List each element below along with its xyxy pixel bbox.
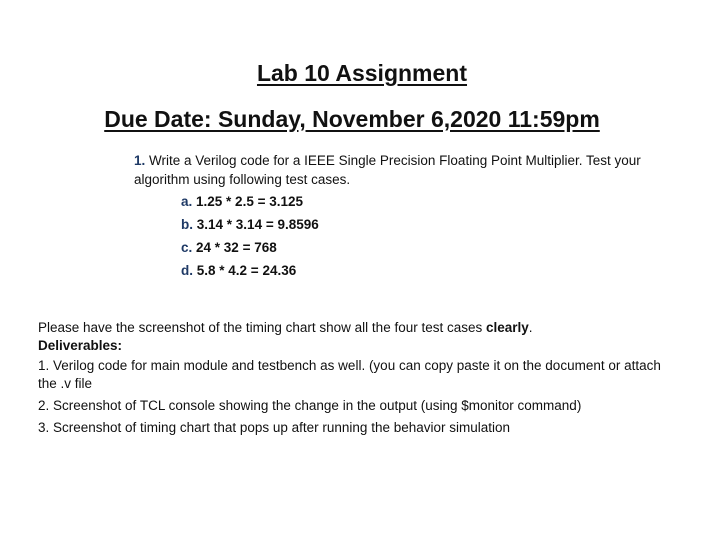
task-text: Write a Verilog code for a IEEE Single Precision Floating Point Multiplier. Test your algorithm using following test cases.: [134, 153, 641, 187]
page-title: Lab 10 Assignment: [256, 60, 468, 86]
instruction-text: Please have the screenshot of the timing chart show all the four test cases: [38, 320, 486, 335]
deliverables-heading: Deliverables:: [38, 338, 123, 353]
deliverable-item: 1. Verilog code for main module and testbench as well. (you can copy paste it on the document or attach the .v file: [38, 358, 661, 391]
test-case-expression: 3.14 * 3.14 = 9.8596: [196, 217, 319, 232]
deliverable-item: 2. Screenshot of TCL console showing the change in the output (using $monitor command): [38, 398, 582, 413]
instructions-block: [38, 319, 678, 437]
test-case-letter: a.: [181, 194, 193, 209]
instruction-emphasis: clearly: [486, 320, 529, 335]
test-case-item: [181, 239, 319, 262]
test-case-item: [181, 216, 319, 239]
instruction-suffix: .: [528, 320, 533, 335]
test-case-expression: 1.25 * 2.5 = 3.125: [196, 194, 303, 209]
task-number: 1.: [134, 153, 146, 168]
timing-chart-instruction: [38, 319, 678, 337]
test-case-list: [181, 193, 319, 285]
due-date-heading: Due Date: Sunday, November 6,2020 11:59pm: [104, 106, 600, 132]
task-description: [134, 151, 674, 189]
test-case-expression: 5.8 * 4.2 = 24.36: [196, 263, 297, 278]
test-case-letter: b.: [181, 217, 193, 232]
deliverable-item: 3. Screenshot of timing chart that pops up after running the behavior simulation: [38, 420, 511, 435]
test-case-item: [181, 262, 319, 285]
test-case-letter: d.: [181, 263, 193, 278]
test-case-item: [181, 193, 319, 216]
test-case-letter: c.: [181, 240, 193, 255]
test-case-expression: 24 * 32 = 768: [196, 240, 277, 255]
